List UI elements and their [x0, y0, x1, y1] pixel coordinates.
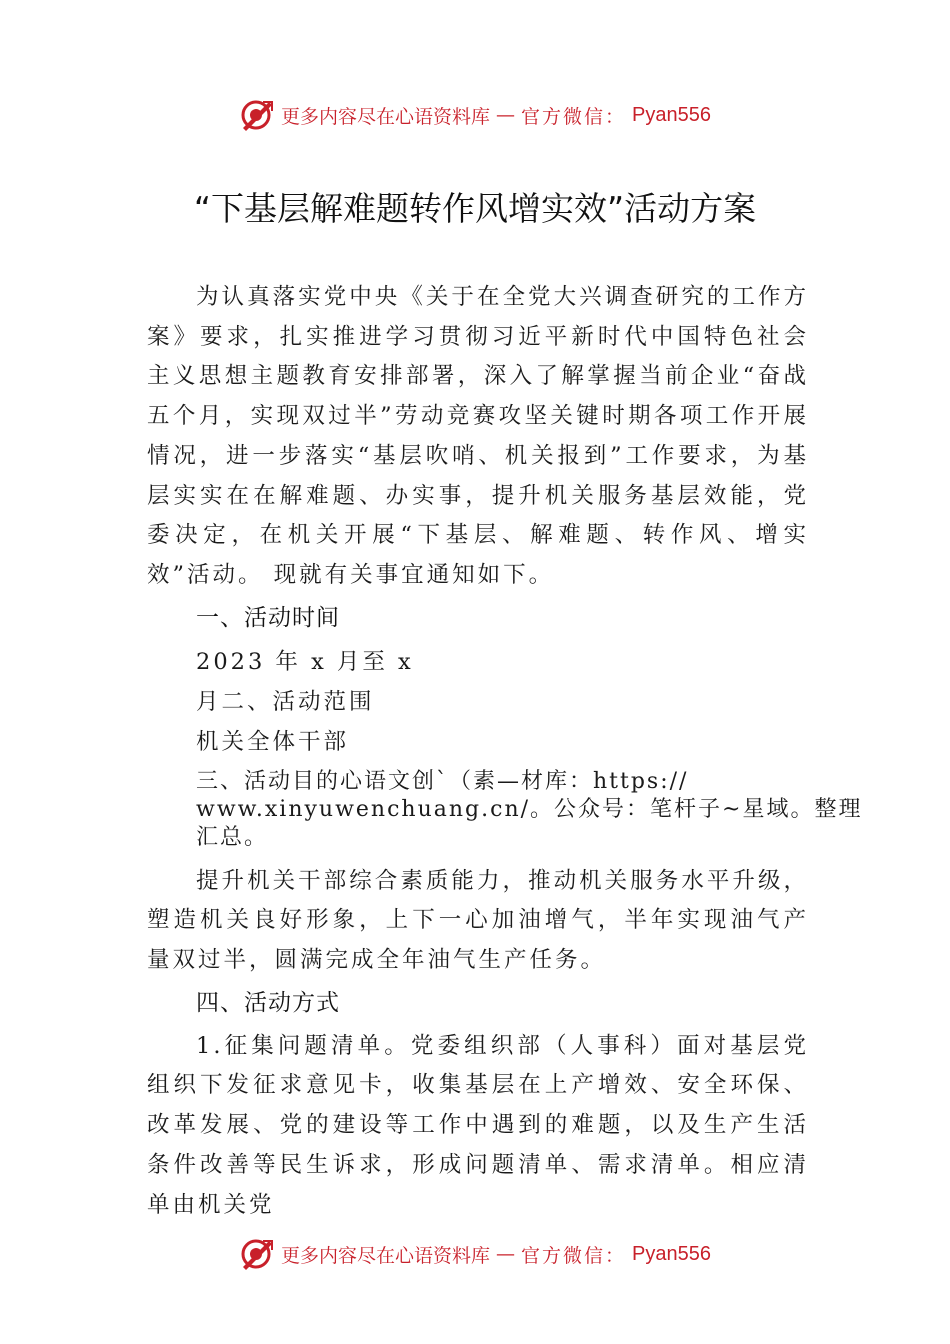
document-body — [147, 278, 863, 1225]
banner-wechat-id: Pyan556 — [632, 1242, 711, 1265]
banner-dash: — — [496, 104, 516, 126]
document-title: “下基层解难题转作风增实效”活动方案 — [193, 189, 757, 228]
banner-wechat-label: 官方微信： — [521, 1244, 627, 1267]
banner-wechat-id: Pyan556 — [632, 103, 711, 126]
source-note-line: 汇总。 — [196, 824, 269, 850]
header-banner — [0, 98, 950, 132]
method-paragraph: 1.征集问题清单。党委组织部（人事科）面对基层党组织下发征求意见卡，收集基层在上产增效、安全环保、改革发展、党的建设等工作中遇到的难题，以及生产生活条件改善等民生诉求，形成问题清单、需求清单。相应清单由机关党 — [147, 1032, 809, 1218]
banner-dash: — — [496, 1243, 516, 1265]
pen-logo-icon — [239, 1237, 275, 1271]
source-note-line: www.xinyuwenchuang.cn/。公众号：笔杆子~星域。整理 — [196, 796, 863, 822]
scope-heading-line: 月二、活动范围 — [196, 688, 375, 715]
purpose-paragraph: 提升机关干部综合素质能力，推动机关服务水平升级，塑造机关良好形象，上下一心加油增气，半年实现油气产量双过半，圆满完成全年油气生产任务。 — [147, 867, 809, 974]
banner-brand-text: 更多内容尽在心语资料库 — [281, 1244, 491, 1267]
banner-wechat-label: 官方微信： — [521, 105, 627, 128]
source-note — [147, 768, 863, 852]
section-heading-time: 一、活动时间 — [196, 604, 340, 631]
footer-banner — [0, 1237, 950, 1271]
section-heading-method: 四、活动方式 — [196, 989, 340, 1016]
pen-logo-icon — [239, 98, 275, 132]
time-value: 2023 年 x 月至 x — [196, 648, 414, 675]
source-note-line: 三、活动目的心语文创`（素—材库：https:// — [196, 768, 689, 794]
intro-paragraph: 为认真落实党中央《关于在全党大兴调查研究的工作方案》要求，扎实推进学习贯彻习近平新时代中国特色社会主义思想主题教育安排部署，深入了解掌握当前企业“奋战五个月，实现双过半”劳动竞赛攻坚关键时期各项工作开展情况，进一步落实“基层吹哨、机关报到”工作要求，为基层实实在在解难题、办实事，提升机关服务基层效能，党委决定，在机关开展“下基层、解难题、转作风、增实效”活动。 现就有关事宜通知如下。 — [147, 284, 809, 588]
scope-value: 机关全体干部 — [196, 728, 350, 755]
banner-brand-text: 更多内容尽在心语资料库 — [281, 105, 491, 128]
